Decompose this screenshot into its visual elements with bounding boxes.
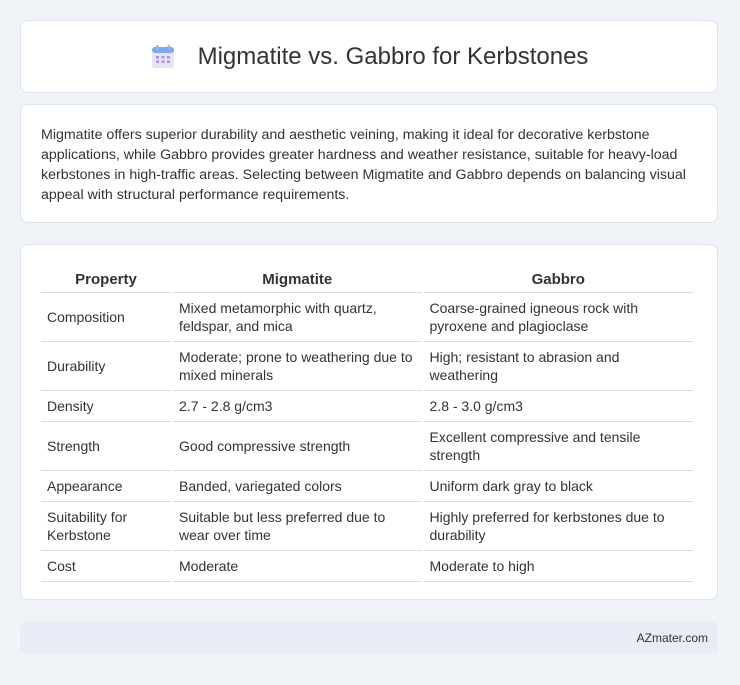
row-migmatite: Banded, variegated colors (173, 471, 422, 502)
row-property: Durability (41, 342, 171, 391)
row-gabbro: Excellent compressive and tensile strength (424, 422, 693, 471)
header-gabbro: Gabbro (424, 265, 693, 293)
footer-brand: AZmater.com (636, 631, 708, 645)
table-row (41, 551, 693, 582)
row-migmatite: Mixed metamorphic with quartz, feldspar, and mica (173, 293, 422, 342)
row-property: Composition (41, 293, 171, 342)
row-property: Appearance (41, 471, 171, 502)
row-gabbro: 2.8 - 3.0 g/cm3 (424, 391, 693, 422)
table-row (41, 422, 693, 471)
header-property: Property (41, 265, 171, 293)
row-migmatite: Moderate; prone to weathering due to mixed minerals (173, 342, 422, 391)
header-migmatite: Migmatite (173, 265, 422, 293)
comparison-table-card (20, 244, 718, 600)
table-row (41, 471, 693, 502)
row-gabbro: High; resistant to abrasion and weathering (424, 342, 693, 391)
row-property: Cost (41, 551, 171, 582)
page-title: Migmatite vs. Gabbro for Kerbstones (197, 42, 589, 70)
row-property: Density (41, 391, 171, 422)
row-gabbro: Coarse-grained igneous rock with pyroxene and plagioclase (424, 293, 693, 342)
row-gabbro: Uniform dark gray to black (424, 471, 693, 502)
table-row (41, 293, 693, 342)
title-card (20, 20, 718, 93)
row-gabbro: Moderate to high (424, 551, 693, 582)
calendar-icon (150, 44, 176, 70)
table-row (41, 391, 693, 422)
row-property: Suitability for Kerbstone (41, 502, 171, 551)
table-row (41, 502, 693, 551)
table-row (41, 342, 693, 391)
row-migmatite: Moderate (173, 551, 422, 582)
row-gabbro: Highly preferred for kerbstones due to durability (424, 502, 693, 551)
footer (20, 622, 718, 654)
comparison-table (39, 265, 695, 582)
row-migmatite: Good compressive strength (173, 422, 422, 471)
row-migmatite: Suitable but less preferred due to wear over time (173, 502, 422, 551)
summary-card (20, 104, 718, 223)
summary-text: Migmatite offers superior durability and aesthetic veining, making it ideal for decorative kerbstone applications, while Gabbro provides greater hardness and weather resistance, suitable for heavy-load kerbstones in high-traffic areas. Selecting between Migmatite and Gabbro depends on balancing visual appeal with structural performance requirements. (41, 127, 686, 203)
row-migmatite: 2.7 - 2.8 g/cm3 (173, 391, 422, 422)
table-header-row (41, 265, 693, 293)
row-property: Strength (41, 422, 171, 471)
